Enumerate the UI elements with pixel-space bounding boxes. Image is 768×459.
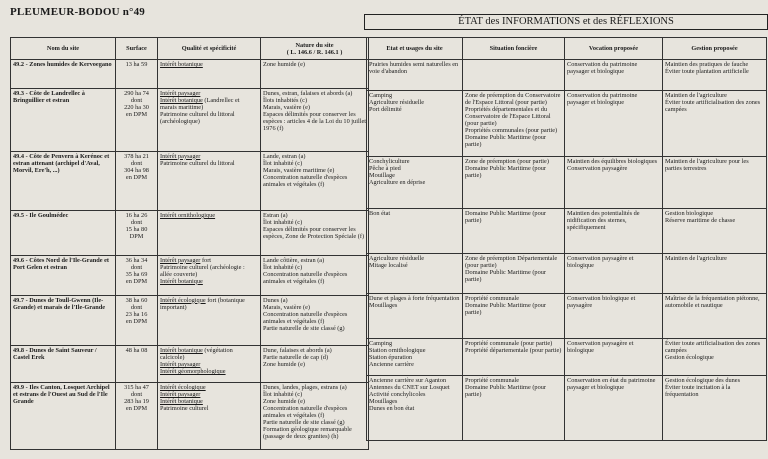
gestion-line: Gestion écologique [665,353,714,361]
etat-line: Activité conchylicoles [369,390,426,398]
nature-line: Partie naturelle de site classé (g) [263,418,345,426]
surface-line: DPM [129,232,144,240]
vocation-cell [565,253,663,293]
fonciere-line: Domaine Public Maritime (pour partie) [465,268,546,283]
etat-line: Conchyliculture [369,158,410,166]
nature-line: Îlot inhabité (c) [263,263,303,271]
quality-text: Intérêt écologique [160,296,206,304]
quality-cell [158,210,261,255]
gestion-cell [663,253,767,293]
surface-cell [116,255,158,295]
quality-line [160,297,258,304]
surface-line: dont [130,303,143,311]
left-table [10,37,369,450]
site-row [11,382,369,449]
info-row [367,294,767,339]
etat-line: Agriculture en déprise [369,179,426,187]
site-name: 49.2 - Zones humides de Kervoegano [13,61,112,68]
header-gestion: Gestion proposée [663,38,767,60]
vocation-line: Conservation paysagère [567,165,628,173]
info-row [367,60,767,91]
quality-cell [158,60,261,89]
fonciere-line: Domaine Public Maritime (pour partie) [465,383,546,398]
etat-cell [367,157,463,209]
quality-text: Intérêt écologique [160,383,206,391]
surface-cell [116,151,158,210]
right-header-row [367,38,767,60]
fonciere-line: Propriété communale [465,376,520,384]
surface-cell [116,60,158,89]
quality-text: calcicole) [160,354,185,362]
quality-text-rest: (végétation [202,347,233,355]
quality-line [160,257,258,264]
site-name: 49.9 - Iles Canton, Losquet Archipel et estrans de l'Ouest au Sud de l'Ile Grande [13,383,110,405]
etat-line: Agriculture résiduelle [369,254,425,262]
quality-text: Patrimoine culturel [160,404,209,412]
gestion-cell [663,294,767,339]
quality-cell [158,382,261,449]
site-name: 49.3 - Côte de Landrellec à Bringuillier et estran [13,90,85,105]
header-nature [261,38,369,60]
quality-cell [158,89,261,152]
surface-cell [116,210,158,255]
vocation-cell [565,338,663,375]
quality-line [160,104,258,111]
gestion-cell [663,375,767,440]
fonciere-line: Propriétés communales (pour partie) [465,127,558,135]
quality-text: Intérêt botanique [160,61,203,68]
surface-line: 16 ha 26 [125,211,148,219]
fonciere-cell [463,338,565,375]
nature-line: Lande, estran (a) [263,152,306,160]
quality-line [160,264,258,278]
vocation-cell [565,157,663,209]
surface-line: 13 ha 59 [125,61,148,68]
nature-line: Formation géologique remarquable (passage de deux granites) (h) [263,425,352,440]
etat-line: Prairies humides semi naturelles en voie d'abandon [369,61,459,75]
etat-line: Station épuration [369,353,413,361]
quality-line [160,354,258,361]
fonciere-line: Propriétés départementales et du Conservatoire de l'Espace Littoral (pour partie) [465,106,551,128]
etat-line: Camping [369,339,393,347]
fonciere-cell [463,294,565,339]
quality-text: Intérêt botanique [160,97,203,105]
right-table-body [367,60,767,441]
gestion-line: Éviter toute artificialisation des zones campées [665,99,761,114]
quality-line [160,212,258,219]
nature-line: Dunes, landes, plages, estrans (a) [263,383,347,391]
gestion-cell [663,157,767,209]
nature-line: Îlot inhabité (c) [263,390,303,398]
nature-line: Marais, vasière (e) [263,104,311,112]
quality-line [160,398,258,405]
vocation-cell [565,375,663,440]
nature-line: Espaces délimités pour conserver les espèces : articles 4 de la Loi du 10 juillet 1976 (f) [263,111,366,133]
site-row [11,60,369,89]
quality-text: Intérêt paysager [160,390,201,398]
header-surface: Surface [116,38,158,60]
vocation-line: Maintien des équilibres biologiques [567,158,658,166]
etat-cell [367,294,463,339]
etat-cell [367,253,463,293]
nature-cell [261,89,369,152]
nature-line: Espaces délimités pour conserver les espèces, Zone de Protection Spéciale (f) [263,225,365,240]
etat-line: Bon état [369,210,391,218]
nature-line: Concentration naturelle d'espèces animales et végétales (f) [263,404,348,419]
vocation-line: Conservation du patrimoine paysager et biologique [567,61,638,75]
fonciere-line: Propriété communale [465,295,520,303]
etat-cell [367,209,463,254]
site-name-cell [11,151,116,210]
etat-cell [367,91,463,157]
nature-cell [261,210,369,255]
surface-line: en DPM [125,404,148,412]
quality-text: (archéologique) [160,118,200,126]
fonciere-line: Zone de préemption (pour partie) [465,158,549,166]
surface-line: en DPM [125,317,148,325]
gestion-line: Maintien de l'agriculture [665,92,727,100]
vocation-line: Conservation du patrimoine paysager et biologique [567,92,638,107]
nature-line: Dunes (a) [263,296,288,304]
header-situation-fonciere: Situation foncière [463,38,565,60]
vocation-line: Conservation biologique et paysagère [567,295,636,310]
fonciere-line: Domaine Public Maritime (pour partie) [465,134,546,149]
site-name: 49.5 - Ile Goulmédec [13,211,69,219]
nature-line: Dune, falaises et abords (a) [263,347,332,355]
fonciere-line: Zone de préemption du Conservatoire de l'Espace Littoral (pour partie) [465,92,561,107]
gestion-cell [663,60,767,91]
nature-line: Îlots inhabités (c) [263,97,308,105]
quality-line [160,278,258,285]
nature-line: Dunes, estran, falaises et abords (a) [263,90,353,98]
nature-line: Lande côtière, estran (a) [263,256,325,264]
quality-text: Intérêt botanique [160,277,203,285]
nature-line: Marais, vasière (e) [263,303,311,311]
surface-line: 315 ha 47 [124,383,149,391]
etat-cell [367,338,463,375]
surface-line: 35 ha 69 [125,270,148,278]
gestion-cell [663,91,767,157]
fonciere-line: Zone de préemption Départementale (pour partie) [465,254,558,269]
vocation-cell [565,294,663,339]
quality-text: Intérêt géomorphologique [160,368,226,376]
nature-line: Zone humide (e) [263,361,305,369]
surface-line: 48 ha 08 [125,347,148,355]
quality-cell [158,295,261,345]
quality-text-rest: fort [200,256,212,264]
surface-line: 378 ha 21 [124,152,149,160]
surface-line: 23 ha 16 [125,310,148,318]
quality-text: Intérêt paysager [160,90,201,98]
quality-text: Intérêt botanique [160,397,203,405]
nature-line: Marais, vasière maritime (e) [263,166,335,174]
etat-line: Mouillages [369,397,398,405]
site-row [11,89,369,152]
quality-cell [158,346,261,383]
surface-line: 36 ha 34 [125,256,148,264]
surface-line: 220 ha 30 [124,104,149,112]
site-row [11,346,369,383]
gestion-line: Éviter toute artificialisation des zones campées [665,339,761,354]
surface-line: dont [130,263,143,271]
quality-cell [158,151,261,210]
vocation-line: Maintien des potentialités de nidification des sternes, spécifiquement [567,210,640,232]
nature-cell [261,295,369,345]
site-row [11,210,369,255]
fonciere-line: Propriété départementale (pour partie) [465,346,562,354]
nature-cell [261,382,369,449]
etat-line: Port délimité [369,106,402,114]
etat-line: Ancienne carrière sur Aganton [369,376,447,384]
site-name: 49.8 - Dunes de Saint Sauveur / Castel Erek [13,347,97,362]
header-nature-text: Nature du site ( L. 146.6 / R. 146.1 ) [286,41,343,56]
gestion-line: Maintien de l'agriculture pour les parties terrestres [665,158,749,173]
fonciere-line: Domaine Public Maritime (pour partie) [465,210,546,225]
nature-line: Concentration naturelle d'espèces animales et végétales (f) [263,270,348,285]
etat-line: Antennes du CNET sur Losquet [369,383,450,391]
info-row [367,253,767,293]
site-name-cell [11,295,116,345]
quality-text: important) [160,303,187,311]
vocation-cell [565,209,663,254]
right-table [366,37,767,441]
quality-line [160,391,258,398]
fonciere-line: Propriété communale (pour partie) [465,339,553,347]
quality-text: Patrimoine culturel du littoral [160,159,235,167]
vocation-cell [565,60,663,91]
nature-line: Estran (a) [263,211,288,219]
etat-line: Agriculture résiduelle [369,99,425,107]
etat-line: Mouillage [369,172,395,180]
right-table-title: ÉTAT des INFORMATIONS et des RÉFLEXIONS [364,14,768,30]
header-qualite: Qualité et spécificité [158,38,261,60]
quality-line [160,111,258,118]
left-table-body [11,60,369,450]
quality-line [160,61,258,68]
site-name: 49.4 - Côte de Penvern à Kerénoc et estran attenant (archipel d'Aval, Morvil, Ere'h, ...) [13,152,110,174]
nature-line: Concentration naturelle d'espèces animales et végétales (f) [263,310,348,325]
quality-text: Patrimoine culturel du littoral [160,111,235,119]
gestion-line: Maintien des pratiques de fauche [665,61,749,68]
fonciere-line: Domaine Public Maritime (pour partie) [465,302,546,317]
info-row [367,209,767,254]
header-nom-du-site: Nom du site [11,38,116,60]
etat-line: Dunes en bon état [369,404,415,412]
quality-line [160,368,258,375]
etat-cell [367,375,463,440]
header-vocation: Vocation proposée [565,38,663,60]
vocation-line: Conservation paysagère et biologique [567,339,634,354]
gestion-cell [663,338,767,375]
surface-cell [116,346,158,383]
quality-line [160,97,258,104]
quality-text-rest: (Landrellec et [202,97,240,105]
gestion-line: Gestion écologique des dunes [665,376,741,384]
vocation-cell [565,91,663,157]
quality-line [160,304,258,311]
etat-cell [367,60,463,91]
nature-line: Îlot inhabité (c) [263,159,303,167]
nature-cell [261,255,369,295]
etat-line: Ancienne carrière [369,360,414,368]
surface-line: en DPM [125,173,148,181]
site-name: 49.6 - Côtes Nord de l'Ile-Grande et Port Gelen et estran [13,256,110,271]
site-name-cell [11,89,116,152]
fonciere-line: Domaine Public Maritime (pour partie) [465,165,546,180]
fonciere-cell [463,60,565,91]
gestion-line: Maîtrise de la fréquentation piétonne, automobile et nautique [665,295,760,310]
site-row [11,151,369,210]
surface-line: 290 ha 74 [124,90,149,98]
quality-line [160,384,258,391]
nature-line: Îlot inhabité (c) [263,218,303,226]
quality-text-rest: fort (botanique [205,296,245,304]
quality-line [160,361,258,368]
etat-line: Mitage localisé [369,261,408,269]
quality-text: Intérêt paysager [160,256,201,264]
surface-line: en DPM [125,277,148,285]
vocation-line: Conservation paysagère et biologique [567,254,634,269]
quality-text: Intérêt paysager [160,152,201,160]
nature-line: Partie naturelle de cap (d) [263,354,329,362]
surface-line: dont [130,390,143,398]
etat-line: Station ornithologique [369,346,426,354]
info-row [367,157,767,209]
site-name-cell [11,255,116,295]
surface-line: 38 ha 60 [125,296,148,304]
site-row [11,295,369,345]
fonciere-cell [463,375,565,440]
surface-cell [116,295,158,345]
quality-text: marais maritime) [160,104,204,112]
site-name-cell [11,60,116,89]
left-header-row [11,38,369,60]
quality-text: Intérêt ornithologique [160,211,216,219]
nature-line: Zone humide (e) [263,397,305,405]
vocation-line: Conservation en état du patrimoine paysager et biologique [567,376,656,391]
surface-line: dont [130,97,143,105]
fonciere-cell [463,209,565,254]
nature-cell [261,346,369,383]
page-heading: PLEUMEUR-BODOU n°49 [10,6,146,18]
surface-cell [116,89,158,152]
etat-line: Dune et plages à forte fréquentation [369,295,460,303]
site-name: 49.7 - Dunes de Toull-Gwenn (Ile-Grande) et marais de l'Ile-Grande [13,296,105,311]
nature-cell [261,60,369,89]
nature-cell [261,151,369,210]
quality-line [160,153,258,160]
surface-line: en DPM [125,111,148,119]
quality-text: Patrimoine culturel (archéologie : allée couverte) [160,263,245,278]
site-name-cell [11,382,116,449]
quality-line [160,90,258,97]
fonciere-cell [463,253,565,293]
quality-text: Intérêt botanique [160,347,203,355]
surface-cell [116,382,158,449]
nature-line: Concentration naturelle d'espèces animales et végétales (f) [263,173,348,188]
header-etat: Etat et usages du site [367,38,463,60]
info-row [367,91,767,157]
gestion-line: Éviter toute incitation à la fréquentation [665,383,731,398]
site-name-cell [11,210,116,255]
fonciere-cell [463,91,565,157]
gestion-line: Gestion biologique [665,210,714,218]
info-row [367,375,767,440]
surface-line: 283 ha 19 [124,397,149,405]
etat-line: Camping [369,92,393,100]
gestion-line: Éviter toute plantation artificielle [665,68,749,75]
fonciere-cell [463,157,565,209]
quality-line [160,405,258,412]
surface-line: dont [130,159,143,167]
gestion-line: Réserve maritime de chasse [665,217,736,225]
nature-line: Zone humide (e) [263,61,305,68]
quality-line [160,160,258,167]
quality-line [160,347,258,354]
gestion-line: Maintien de l'agriculture [665,254,727,262]
gestion-cell [663,209,767,254]
quality-text: Intérêt paysager [160,361,201,369]
surface-line: 304 ha 98 [124,166,149,174]
surface-line: dont [130,218,143,226]
etat-line: Mouillages [369,302,398,310]
quality-line [160,118,258,125]
info-row [367,338,767,375]
site-row [11,255,369,295]
nature-line: Partie naturelle de site classé (g) [263,324,345,332]
site-name-cell [11,346,116,383]
quality-cell [158,255,261,295]
etat-line: Pêche à pied [369,165,401,173]
surface-line: 15 ha 80 [125,225,148,233]
